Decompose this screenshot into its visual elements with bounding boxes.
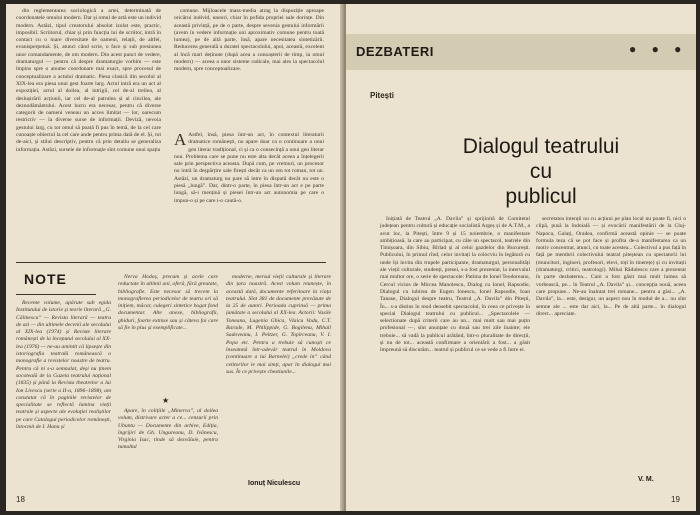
left-page [6, 4, 344, 511]
article-continuation-col2b [174, 132, 324, 244]
article-text: Inițiată de Teatrul „A. Davila” și sprijinită de Comitetul județean pentru cultură și educație socialistă Argeș și de A.T.M., a avut loc, la Pitești, între 9 și 15 noiembrie, o manifestare ambițioasă, la care au participat, cu câte un spectacol, teatrele din Timișoara, din Sibiu, Bîrlad și al celui gazdelor din București. Publicului, în primul rînd, celor invitați la colocviu în legătură cu unde își invita din trupele participante, dramaturgul, personalități ale vieții culturale, studenți, presei, s-a fost prezentat, la intervalul mai multor ore, o serie de spectacole: Patima de Ionel Teodoreanu, Cercul vicios de Mircea Manolescu, Dialog cu Ionel, Rapsodie, Dialogul cu iubirea de Eugen Ionescu, Ionel Rapsodie, Ioan Tanase, Dialogul despre teatru, Teatrul „A. Davila” din Pitești, În... s-a distins în mod deosebit spectacolul, în ceea ce privește în special Dialogul teatrului cu publicul... „Spectacolele — selectionate după criterii care au un... mai mult sau mai puțin profesional —, sînt anunțate cu două sau trei zile înainte; ele trebuie... să vadă la publicul arătând, într-o pluralitate de direcții, și nu de tot... această confirmare a orientării a fost... a găsit împreună să discutăm... teatrul și publicul ce se vede a fi între ei. [380, 216, 530, 354]
article-col1 [380, 216, 530, 504]
city-label: Pitești [370, 91, 395, 100]
author-name: Ionuț Niculescu [248, 480, 301, 487]
notes-col2 [118, 274, 218, 394]
divider [16, 262, 326, 263]
separator-star: ★ [162, 396, 170, 405]
title-line: publicul [505, 185, 577, 208]
notes-text: Recente volume, apărute sub egida Institutului de istorie și teorie literară „G. Călinescu” — Revista literară — teatru de azi — din ultimele decenii ale secolului al XIX-lea (1974) și Reviste literare românești de la începutul secolului al XX-lea (1976) — ne-au amintit că lipsește din istoriografia teatrală românească o monografie a revistelor noastre de teatru. Pentru că ni s-a semnalat, deși nu ținem socoteală de la Gazeta teatrului național (1835) și până la Revista theatrelor a lui Ion Livescu (serie a II-a, 1896–1898), am constatat că în paginile revistelor de specialitate se reflectă lumina vieții teatrale și aspecte ale evoluției realiștilor pe care Catalogul periodicelor românești, întocmit de I. Hanu și [16, 300, 111, 431]
notes-col3 [226, 274, 331, 474]
article-title [436, 134, 646, 209]
right-page [346, 4, 696, 511]
notes-underline [16, 294, 96, 295]
title-line: cu [529, 160, 553, 183]
page-number-left: 18 [16, 495, 25, 504]
article-col2 [536, 216, 686, 474]
notes-col1 [16, 300, 111, 500]
notes-col2b [118, 408, 218, 503]
notes-text: Nerva Hodoș, precum și acele care reductate în ultimii ani, oferă, fără greutate, bibliografie. Este necesar să trecem la monografierea periodicelor de teatru ori să inițiem, măcar, culegeri sintetice bogat fond documentar. Alte anexe, bibliografii, ghiduri, foarte extinse sau și câteva foi care să fie în plus și exemplificate... [118, 274, 218, 332]
section-label: DEZBATERI [356, 44, 434, 59]
notes-text: Apare, în colițiile „Minerva”, al doilea volum, distrivare acter a ce... cenzurii prin Ubuntu — Documente din arhive, Ediția, îngrijiri de Gh. Ungureanu, D. Ivănescu, Virginia Isac, tinde să dezvăluie, pentru tumultul [118, 408, 218, 451]
notes-text: moderne, mersul vieții culturale și literare din țara noastră. Acest volum reunește, în această dată, documente referitoare la viața teatrului. Sînt 381 de documente prevăzute de la 25 de autori. Perioada cuprinsă — prima jumătate a secolului al XX-lea. Actorii: Vasile Toneanu, Lugenia Ghica, Vlaicu Vadu, C.T. Barade, M. Philippide, G. Bogilenu, Mihail Sadoveanu, I. Peltzer, G. Topîrceanu, V. I. Popa etc. Pentru a trebuie să cunoști ce înseamnă într-adevăr teatrul în Moldova (continuare a lui Barnelei) „crede în” când cetitorilor le mai simți, apar în dialogul mai sus. În ce privește chestiunile... [226, 274, 331, 375]
article-text: comune. Mijloacele mass-media atrag la dispoziție aproape oricărui individ, uneori, chiar în pofida propriei sale dorințe. Din această privință, pe de o parte, despre sevenia gestului informării (avem în vedere informație uni aproximativ comune pentru toată lumea), pe de altă parte, însă, apare necesitatea sintetizării. Reducerea generală a duratei spectacolului, apoi, această, excelent al încă mari deținute (după acea a cunoașterii de timp, la omul modern) — aceea a unor sisteme radicale, mai ales la spectacolul modern, spre conceptualizare. [174, 8, 324, 73]
article-text: din reglementarea sociologică a artei, determinată de coordonatele omului modern. Dar și omul de artă este un individ modern. Astăzi, tipul creatorului absolut izolat este, practic, imposibil. Scriitorul, chiar și prin funcția lui de scriitor, intră în contact cu o mare diversitate de oameni, relații, de altfel, evanisperpetuă. Și, atunci când scrie, o face și sub presiunea unor comandamente, de om modern. Din acest punct de vedere, dramaturgul — pentru că despre dramaturgie vorbim — este împins spre o anume coordonare mai exact, spre procesul de conceptualizare a actului dramatic. Piesa clasică din secolul al XIX-lea era piesa unui gest foarte larg. Actul intră era un act al expoziției, actul al doilea, al intrigii, cel de-al treilea, al deslușirării acțiunii, iar cel de-al patrulea și al cincilea, ale deznodământului. Acest lucru era necesar, pentru că diverse categorii de oameni veneau un acces limitat — lor, oarecum restrictiv — la diverse surse de informații. Deviză, nevoia gestului larg, cu tot omul să poată fi pus în temă, de la cel care cunoaște obiectul la cel care ande pentru prima dată de el. Și, tot de-aici, și stilul descriptiv, pentru că prin detaliu se generaliza informația. Astăzi, sursele de informație sînt comune unui spațiu [16, 8, 161, 153]
page-number-right: 19 [671, 495, 680, 504]
article-continuation-col1 [16, 8, 161, 258]
notes-heading: NOTE [24, 271, 67, 287]
article-text: A Astfel, însă, piesa într-un act, în contextul literaturii dramatice românești, nu apare doar ca o continuare a unui gen literar tradițional, ci și ca o consecință a unui gen literar nou. Problema care se pune nu este alta decât aceea a înțelegerii sale prin perspectiva aceasta. După cum, pe vremuri, un procesor nu intră în deșpărțire sale firești decât ca un om tot roman, tot un. Astăzi, un dramaturg nu pare să intre în dispută decât nu este o piesă „lungă”. Dar, dintr-o parte, în piesa într-un act e pe parte lungă, să-i mențină și piesei într-un act autonomia pe care o impun-o și pe care i-o caută-o. [174, 132, 324, 204]
article-continuation-col2 [174, 8, 324, 128]
article-text: secretatea intenții nu cu acțiuni pe plan local nu poate fi, nici o clipă, pusă la îndoială — și evocării manifestării de la Cluj-Napoca, Galați, Oradea, confirmă această opinie — se poate formula teza că se pot face și profita de-a manifestarea ca un motiv concentrat, atunci, cu toate acestea... Colectivul a pus față în față pe membrii colectivului teatral piteștean cu spectatorii lui (muncitori, ingineri, profesori, elevi, toți în tinerețe) și cu invitații (dramaturgi, critici, teatrologi). Mihai Rădulescu care a prezentat în parte dezbaterea... Cum a fost găsit mai mult lumea să vorbească, pe... în Teatrul „A. Davila” și... concepția nouă, aceea care propune... Ne-au înaintat trei romane... pentru a găsi... „A. Davila”, la... este, desigur, un aspect nou în modul de a... nu sînt semne ale ... este dar aici, la... Pe de altă parte... în dialogul direct... apreciate. [536, 216, 686, 317]
article-signoff: V. M. [638, 476, 654, 483]
decorative-dots: ● ● ● [629, 42, 688, 56]
title-line: Dialogul teatrului [462, 135, 620, 158]
